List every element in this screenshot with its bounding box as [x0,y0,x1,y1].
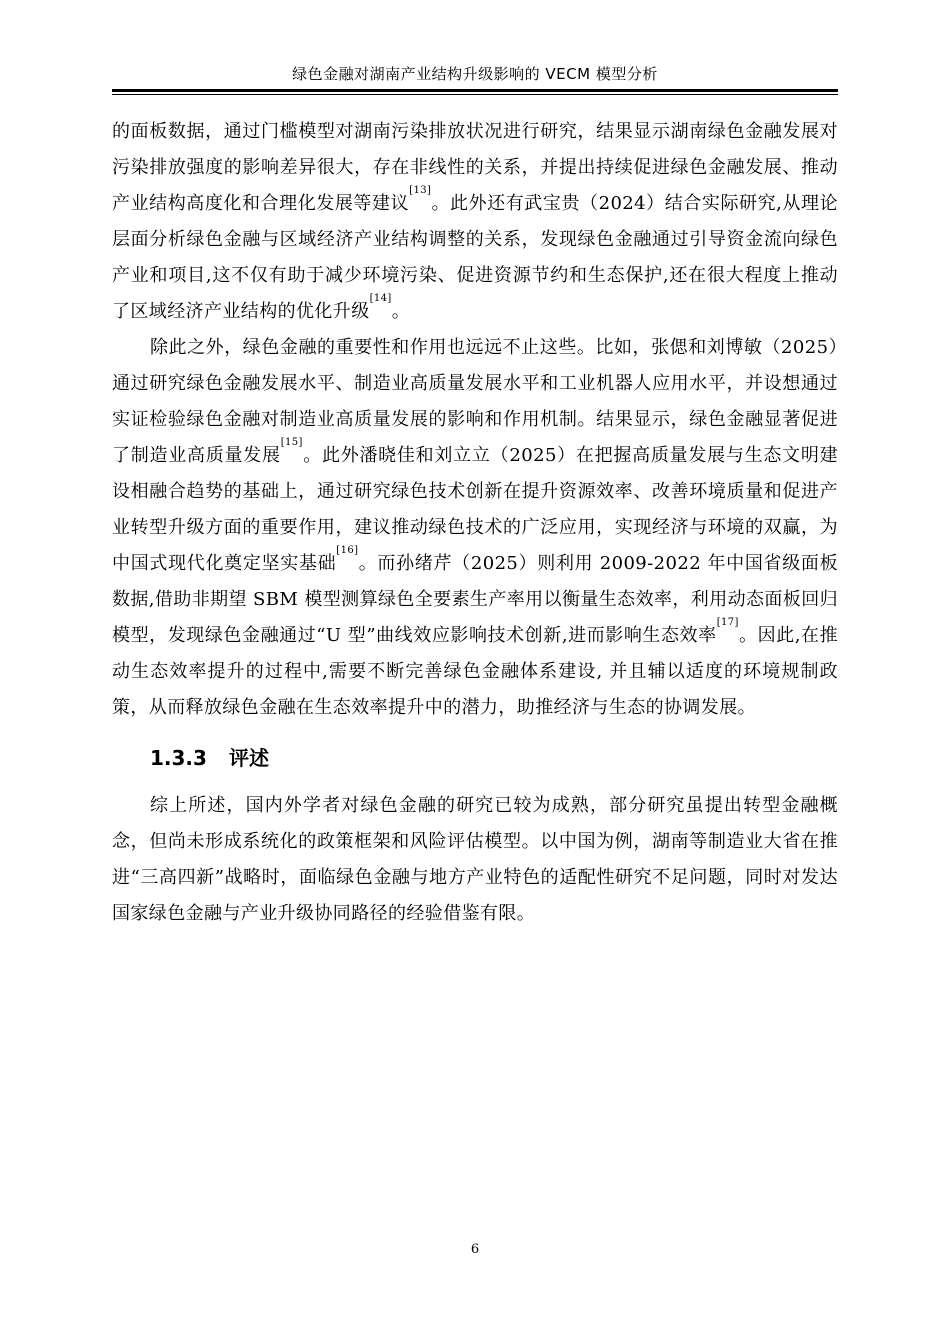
citation-17: [17] [716,617,739,628]
paragraph-3 [112,788,838,932]
header-rule-thick [112,89,838,92]
section-number: 1.3.3 [150,746,207,770]
body-text [112,114,838,932]
section-title: 评述 [228,746,269,770]
paragraph-1 [112,114,838,330]
running-header: 绿色金融对湖南产业结构升级影响的 VECM 模型分析 [292,65,658,83]
text-run: 综上所述，国内外学者对绿色金融的研究已较为成熟，部分研究虽提出转型金融概念，但尚未形成系统化的政策框架和风险评估模型。以中国为例，湖南等制造业大省在推进“三高四新”战略时，面临绿色金融与地方产业特色的适配性研究不足问题，同时对发达国家绿色金融与产业升级协同路径的经验借鉴有限。 [112,795,838,924]
header-rule-thin [112,94,838,95]
section-heading [150,736,838,780]
text-run: 。此外潘晓佳和刘立立（2025）在把握高质量发展与生态文明建设相融合趋势的基础上，通过研究绿色技术创新在提升资源效率、改善环境质量和促进产业转型升级方面的重要作用，建议推动绿色技术的广泛应用，实现经济与环境的双赢，为中国式现代化奠定坚实基础 [112,445,838,574]
citation-16: [16] [336,545,359,556]
text-run: 。因此,在推动生态效率提升的过程中,需要不断完善绿色金融体系建设, 并且辅以适度的环境规制政策，从而释放绿色金融在生态效率提升中的潜力，助推经济与生态的协调发展。 [112,625,838,718]
text-run: 。 [391,301,411,322]
paragraph-2 [112,330,838,726]
citation-15: [15] [280,437,303,448]
text-run: 除此之外，绿色金融的重要性和作用也远远不止这些。比如，张偲和刘博敏（2025）通过研究绿色金融发展水平、制造业高质量发展水平和工业机器人应用水平，并设想通过实证检验绿色金融对制造业高质量发展的影响和作用机制。结果显示，绿色金融显著促进了制造业高质量发展 [112,337,838,466]
citation-14: [14] [369,293,392,304]
text-run: 的面板数据，通过门槛模型对湖南污染排放状况进行研究，结果显示湖南绿色金融发展对污染排放强度的影响差异很大，存在非线性的关系，并提出持续促进绿色金融发展、推动产业结构高度化和合理化发展等建议 [112,121,838,214]
citation-13: [13] [409,185,432,196]
text-run: 。此外还有武宝贵（2024）结合实际研究,从理论层面分析绿色金融与区域经济产业结构调整的关系，发现绿色金融通过引导资金流向绿色产业和项目,这不仅有助于减少环境污染、促进资源节约和生态保护,还在很大程度上推动了区域经济产业结构的优化升级 [112,193,838,322]
text-run: 。而孙绪芹（2025）则利用 2009-2022 年中国省级面板数据,借助非期望 SBM 模型测算绿色全要素生产率用以衡量生态效率，利用动态面板回归模型，发现绿色金融通过“U 型”曲线效应影响技术创新,进而影响生态效率 [112,553,838,646]
page-number: 6 [470,1242,480,1257]
